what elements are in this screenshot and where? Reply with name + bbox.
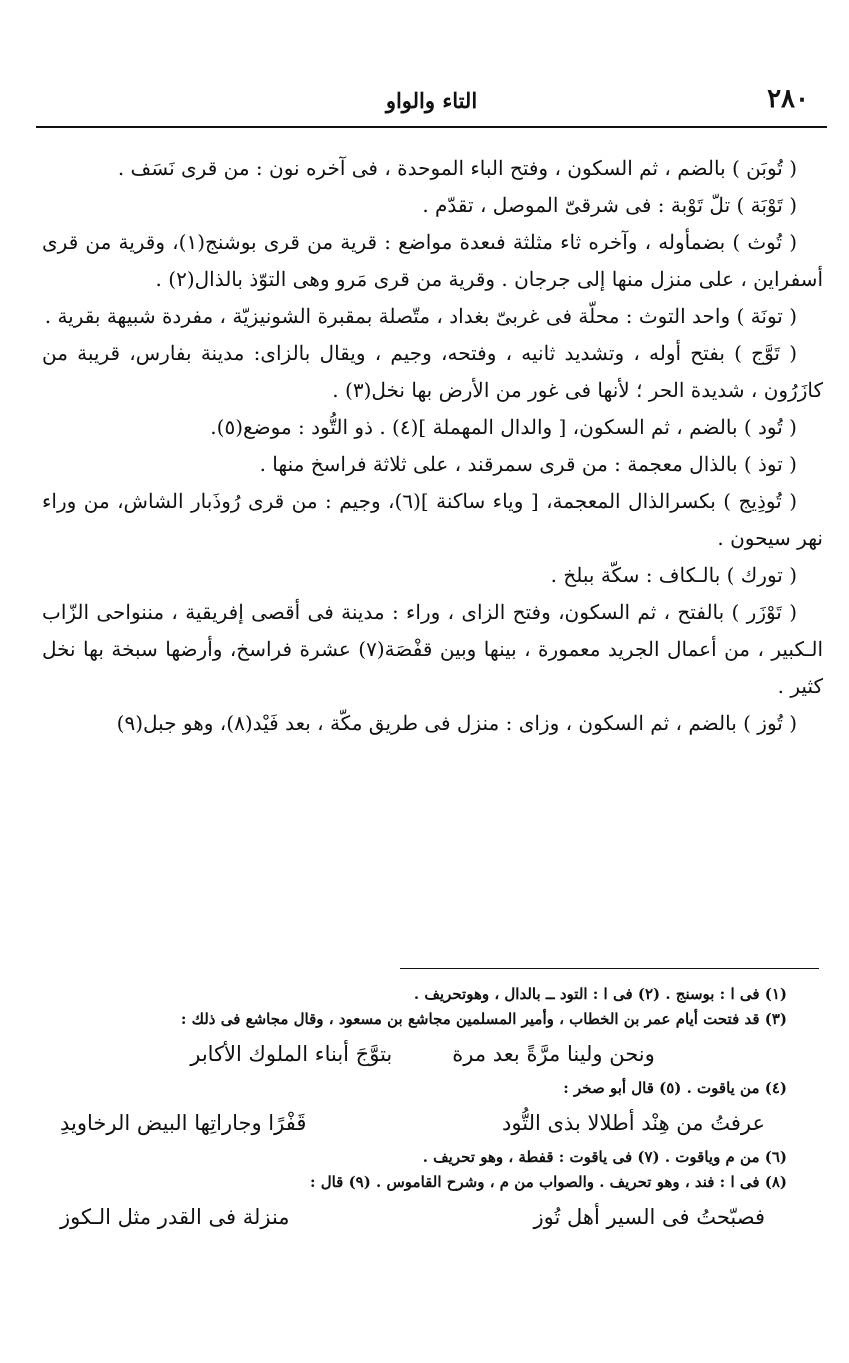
verse-1: [40, 1034, 805, 1074]
footnote-6-7: (٦) من م وياقوت . (٧) فى ياقوت : قفطة ، وهو تحريف .: [422, 1148, 787, 1166]
entry-tud: ( تُود ) بالضم ، ثم السكون، [ والدال المهملة ](٤) . ذو التُّود : موضع(٥).: [210, 415, 797, 439]
entry-tawwaj: ( تَوَّج ) بفتح أوله ، وتشديد ثانيه ، وفتحه، وجيم ، ويقال بالزاى: مدينة بفارس، قريبة من كازَرُون ، شديدة الحر ؛ لأنها فى غور من الأرض بها نخل(٣) .: [42, 341, 823, 402]
verse-2-second-hemistich: قَفْرًا وجاراتِها البيض الرخاويدِ: [60, 1111, 307, 1135]
page-number: ٢٨٠: [767, 84, 809, 114]
footnotes: [40, 982, 805, 1239]
running-title: التاء والواو: [385, 88, 478, 113]
entry-tuban: ( تُوبَن ) بالضم ، ثم السكون ، وفتح الباء الموحدة ، فى آخره نون : من قرى نَسَف .: [117, 156, 797, 180]
footnote-8-9: (٨) فى ا : فند ، وهو تحريف . والصواب من م ، وشرح القاموس . (٩) قال :: [309, 1173, 787, 1191]
footnote-4-5: (٤) من ياقوت . (٥) قال أبو صخر :: [563, 1079, 787, 1097]
verse-3-first-hemistich: فصبّحتُ فى السير أهل تُوز: [533, 1205, 765, 1229]
entry-tawzar: ( تَوْزَر ) بالفتح ، ثم السكون، وفتح الزاى ، وراء : مدينة فى أقصى إفريقية ، مننواحى الزّاب الـكبير ، من أعمال الجريد معمورة ، بينها وبين قفْصَة(٧) عشرة فراسخ، وأرضها سبخة بها نخل كثير .: [42, 600, 824, 698]
verse-3-second-hemistich: منزلة فى القدر مثل الـكوز: [60, 1205, 290, 1229]
entry-turk: ( تورك ) بالـكاف : سكّة ببلخ .: [550, 563, 797, 587]
verse-3: [40, 1197, 805, 1237]
verse-1-first-hemistich: ونحن ولينا مرَّةً بعد مرة: [452, 1042, 655, 1066]
entry-tuth: ( تُوث ) بضمأوله ، وآخره ثاء مثلثة فىعدة مواضع : قرية من قرى بوشنج(١)، وقرية من قرى أسفراين ، على منزل منها إلى جرجان . وقرية من قرى مَرو وهى التوّذ بالذال(٢) .: [42, 230, 823, 291]
verse-2-first-hemistich: عرفتُ من هِنْد أطلالا بذى التُّود: [502, 1111, 765, 1135]
footnote-1-2: (١) فى ا : بوسنج . (٢) فى ا : التود ــ بالدال ، وهوتحريف .: [413, 985, 787, 1003]
entry-tudh: ( توذ ) بالذال معجمة : من قرى سمرقند ، على ثلاثة فراسخ منها .: [259, 452, 797, 476]
entry-tutha: ( تونَة ) واحد التوث : محلّة فى غربىّ بغداد ، متّصلة بمقبرة الشونيزيّة ، مفردة شبيهة بقرية .: [44, 304, 797, 328]
entry-tudhij: ( تُوذِيج ) بكسرالذال المعجمة، [ وياء ساكنة ](٦)، وجيم : من قرى رُوذَبار الشاش، من وراء نهر سيحون .: [42, 489, 823, 550]
entry-tuz: ( تُوز ) بالضم ، ثم السكون ، وزاى : منزل فى طريق مكّة ، بعد فَيْد(٨)، وهو جبل(٩): [116, 711, 797, 735]
footnote-divider: [400, 968, 819, 969]
page-header: [36, 82, 827, 128]
verse-1-second-hemistich: بتوَّجَ أبناء الملوك الأكابر: [190, 1042, 393, 1066]
main-text: [42, 150, 823, 742]
entry-tawba: ( تَوْبَة ) تلّ تَوْبة : فى شرقىّ الموصل ، تقدّم .: [422, 193, 797, 217]
footnote-3: (٣) قد فتحت أيام عمر بن الخطاب ، وأمير المسلمين مجاشع بن مسعود ، وقال مجاشع فى ذلك :: [180, 1010, 787, 1028]
verse-2: [40, 1103, 805, 1143]
